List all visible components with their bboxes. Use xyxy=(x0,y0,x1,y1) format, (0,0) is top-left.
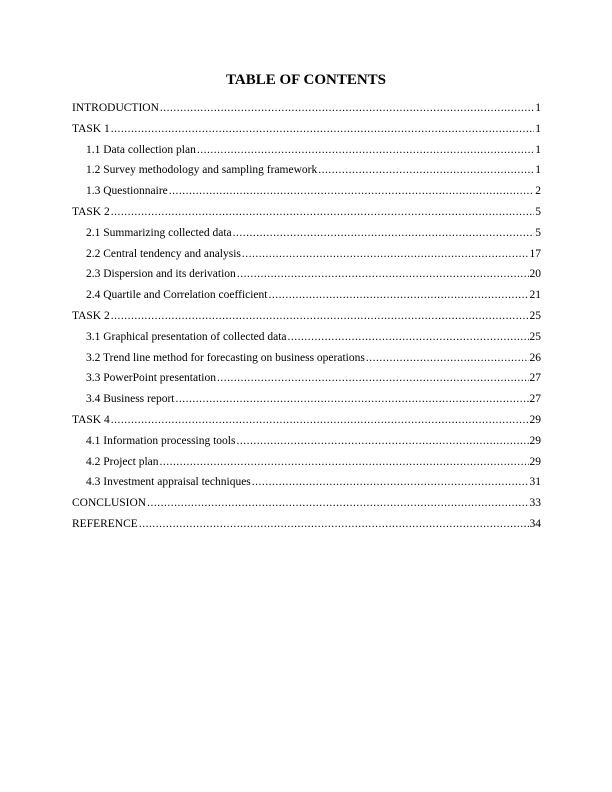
table-of-contents xyxy=(72,101,541,538)
toc-entry-page-number: 33 xyxy=(529,497,541,510)
toc-entry-label: 1.2 Survey methodology and sampling framework xyxy=(86,164,318,177)
toc-dot-leader xyxy=(160,101,534,115)
toc-dot-leader xyxy=(147,496,528,510)
toc-entry-label: 4.2 Project plan xyxy=(86,455,159,468)
toc-entry-label: INTRODUCTION xyxy=(72,102,159,114)
toc-entry[interactable] xyxy=(72,413,541,434)
toc-entry[interactable] xyxy=(72,143,541,164)
toc-entry-page-number: 34 xyxy=(529,517,541,530)
toc-dot-leader xyxy=(111,205,535,219)
toc-entry-page-number: 5 xyxy=(535,205,541,218)
toc-dot-leader xyxy=(160,455,529,469)
toc-entry-label: TASK 2 xyxy=(72,205,110,218)
toc-entry-label: 2.1 Summarizing collected data xyxy=(86,226,232,239)
toc-entry-label: 4.3 Investment appraisal techniques xyxy=(86,476,251,489)
toc-entry[interactable] xyxy=(72,351,541,372)
toc-entry-page-number: 27 xyxy=(529,393,541,406)
toc-entry-page-number: 1 xyxy=(535,102,541,114)
toc-dot-leader xyxy=(111,413,529,427)
toc-entry-label: 3.1 Graphical presentation of collected data xyxy=(86,330,287,343)
toc-entry-page-number: 2 xyxy=(535,185,541,198)
toc-entry-label: 1.1 Data collection plan xyxy=(86,143,196,156)
toc-entry-label: 2.2 Central tendency and analysis xyxy=(86,247,241,260)
toc-entry[interactable] xyxy=(72,517,541,538)
toc-entry[interactable] xyxy=(72,163,541,184)
toc-dot-leader xyxy=(197,143,534,157)
toc-entry-label: TASK 2 xyxy=(72,309,110,322)
toc-dot-leader xyxy=(139,517,529,531)
toc-entry[interactable] xyxy=(72,496,541,517)
toc-dot-leader xyxy=(175,392,528,406)
toc-entry-page-number: 5 xyxy=(535,226,541,239)
toc-entry-page-number: 1 xyxy=(535,143,541,156)
toc-dot-leader xyxy=(252,475,529,489)
toc-entry-label: TASK 4 xyxy=(72,413,110,426)
toc-dot-leader xyxy=(288,330,529,344)
toc-dot-leader xyxy=(236,434,528,448)
toc-entry[interactable] xyxy=(72,309,541,330)
toc-entry-page-number: 29 xyxy=(529,413,541,426)
toc-entry[interactable] xyxy=(72,455,541,476)
toc-entry[interactable] xyxy=(72,267,541,288)
toc-dot-leader xyxy=(237,267,529,281)
toc-dot-leader xyxy=(169,184,534,198)
toc-dot-leader xyxy=(366,351,529,365)
toc-dot-leader xyxy=(111,309,529,323)
toc-dot-leader xyxy=(318,163,534,177)
toc-entry[interactable] xyxy=(72,392,541,413)
toc-entry-label: 1.3 Questionnaire xyxy=(86,185,168,198)
toc-entry-label: REFERENCE xyxy=(72,517,138,530)
toc-entry-page-number: 1 xyxy=(535,122,541,135)
toc-entry-label: CONCLUSION xyxy=(72,497,147,510)
toc-entry-page-number: 31 xyxy=(529,476,541,489)
toc-entry-label: 3.2 Trend line method for forecasting on business operations xyxy=(86,351,365,364)
toc-entry[interactable] xyxy=(72,288,541,309)
toc-entry-page-number: 29 xyxy=(529,434,541,447)
toc-entry[interactable] xyxy=(72,330,541,351)
toc-entry[interactable] xyxy=(72,205,541,226)
toc-entry[interactable] xyxy=(72,226,541,247)
page-title: TABLE OF CONTENTS xyxy=(225,72,387,88)
toc-entry-label: 2.3 Dispersion and its derivation xyxy=(86,268,236,281)
toc-entry[interactable] xyxy=(72,101,541,122)
toc-dot-leader xyxy=(217,371,529,385)
toc-entry[interactable] xyxy=(72,475,541,496)
toc-entry-page-number: 29 xyxy=(529,455,541,468)
toc-dot-leader xyxy=(111,122,535,136)
toc-entry-page-number: 27 xyxy=(529,372,541,385)
toc-entry-page-number: 1 xyxy=(535,164,541,177)
toc-entry[interactable] xyxy=(72,184,541,205)
toc-entry-label: 3.4 Business report xyxy=(86,393,175,406)
toc-entry-page-number: 25 xyxy=(529,309,541,322)
toc-entry-page-number: 21 xyxy=(529,289,541,302)
toc-dot-leader xyxy=(233,226,535,240)
toc-dot-leader xyxy=(242,247,529,261)
toc-entry[interactable] xyxy=(72,122,541,143)
toc-entry-label: 4.1 Information processing tools xyxy=(86,434,236,447)
toc-entry-page-number: 20 xyxy=(529,268,541,281)
toc-entry-page-number: 17 xyxy=(529,247,541,260)
toc-entry-label: 2.4 Quartile and Correlation coefficient xyxy=(86,289,268,302)
toc-entry[interactable] xyxy=(72,434,541,455)
toc-entry-page-number: 25 xyxy=(529,330,541,343)
toc-entry[interactable] xyxy=(72,371,541,392)
toc-entry-page-number: 26 xyxy=(529,351,541,364)
toc-entry-label: TASK 1 xyxy=(72,122,110,135)
toc-entry-label: 3.3 PowerPoint presentation xyxy=(86,372,216,385)
toc-entry[interactable] xyxy=(72,247,541,268)
toc-dot-leader xyxy=(268,288,528,302)
